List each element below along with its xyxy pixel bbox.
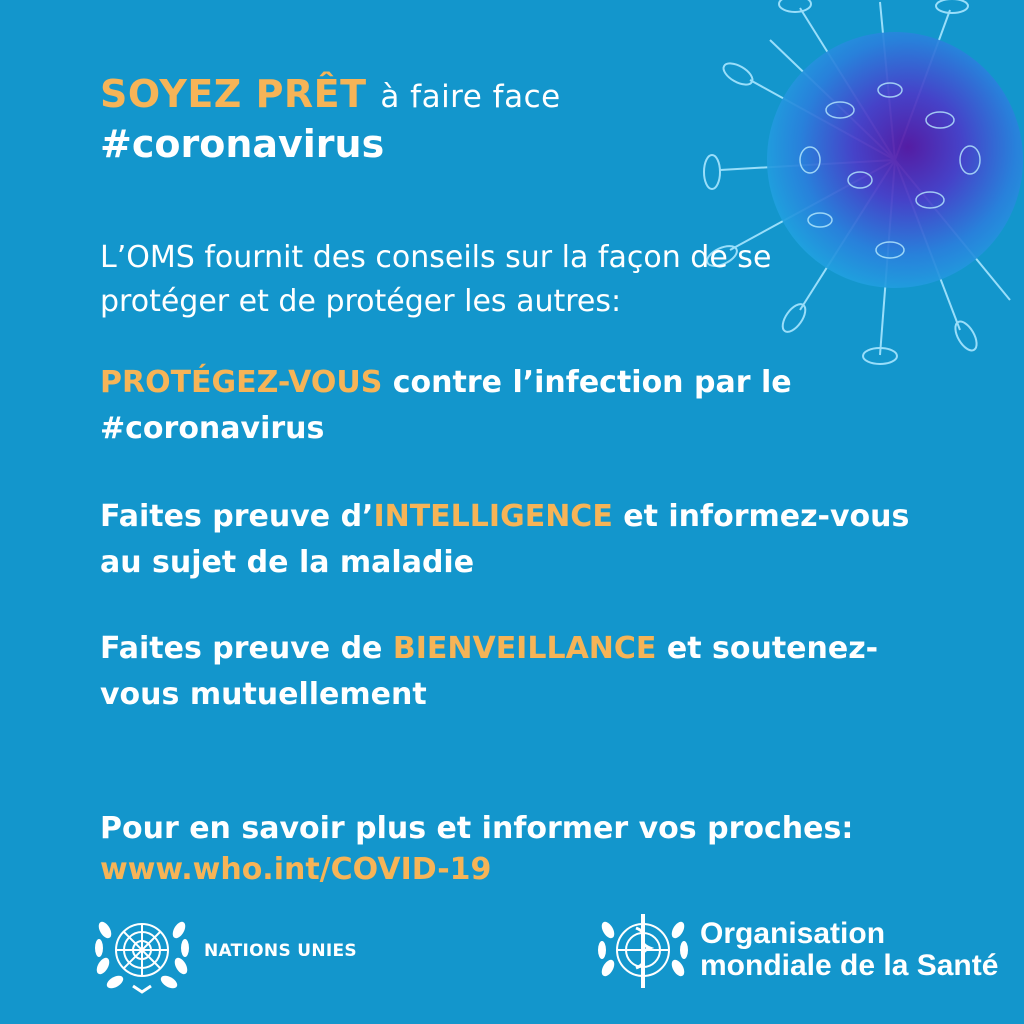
who-label-line-1: Organisation (700, 917, 886, 950)
tip-kindness-highlight: BIENVEILLANCE (392, 631, 657, 666)
headline-rest: à faire face (380, 79, 561, 115)
tip-kindness (100, 626, 980, 718)
un-label: NATIONS UNIES (204, 941, 357, 961)
un-emblem-icon (93, 910, 191, 994)
tip-kindness-after: et soutenez- (656, 631, 879, 666)
tip-intelligence-after: et informez-vous (612, 499, 910, 534)
tip-intelligence-highlight: INTELLIGENCE (373, 499, 613, 534)
tip-intelligence (100, 494, 980, 586)
tip-protect-after: contre l’infection par le (382, 365, 792, 400)
who-emblem-icon (596, 908, 690, 996)
who-label-line-2: mondiale de la Santé (700, 949, 999, 982)
more-info-text: Pour en savoir plus et informer vos proches: (100, 811, 854, 846)
intro-line-1: L’OMS fournit des conseils sur la façon de se (100, 240, 772, 275)
tip-protect (100, 360, 980, 452)
tip-protect-line2: #coronavirus (100, 411, 325, 446)
headline (100, 72, 561, 116)
tip-protect-highlight: PROTÉGEZ-VOUS (100, 365, 383, 400)
tip-kindness-line2: vous mutuellement (100, 677, 427, 712)
tip-intelligence-line2: au sujet de la maladie (100, 545, 475, 580)
headline-hashtag: #coronavirus (100, 122, 385, 166)
intro-text (100, 236, 920, 324)
tip-kindness-before: Faites preuve de (100, 631, 393, 666)
headline-highlight: SOYEZ PRÊT (100, 72, 367, 116)
tip-intelligence-before: Faites preuve d’ (100, 499, 374, 534)
who-label (700, 918, 998, 982)
intro-line-2: protéger et de protéger les autres: (100, 284, 622, 319)
who-covid-link[interactable]: www.who.int/COVID-19 (100, 852, 492, 887)
